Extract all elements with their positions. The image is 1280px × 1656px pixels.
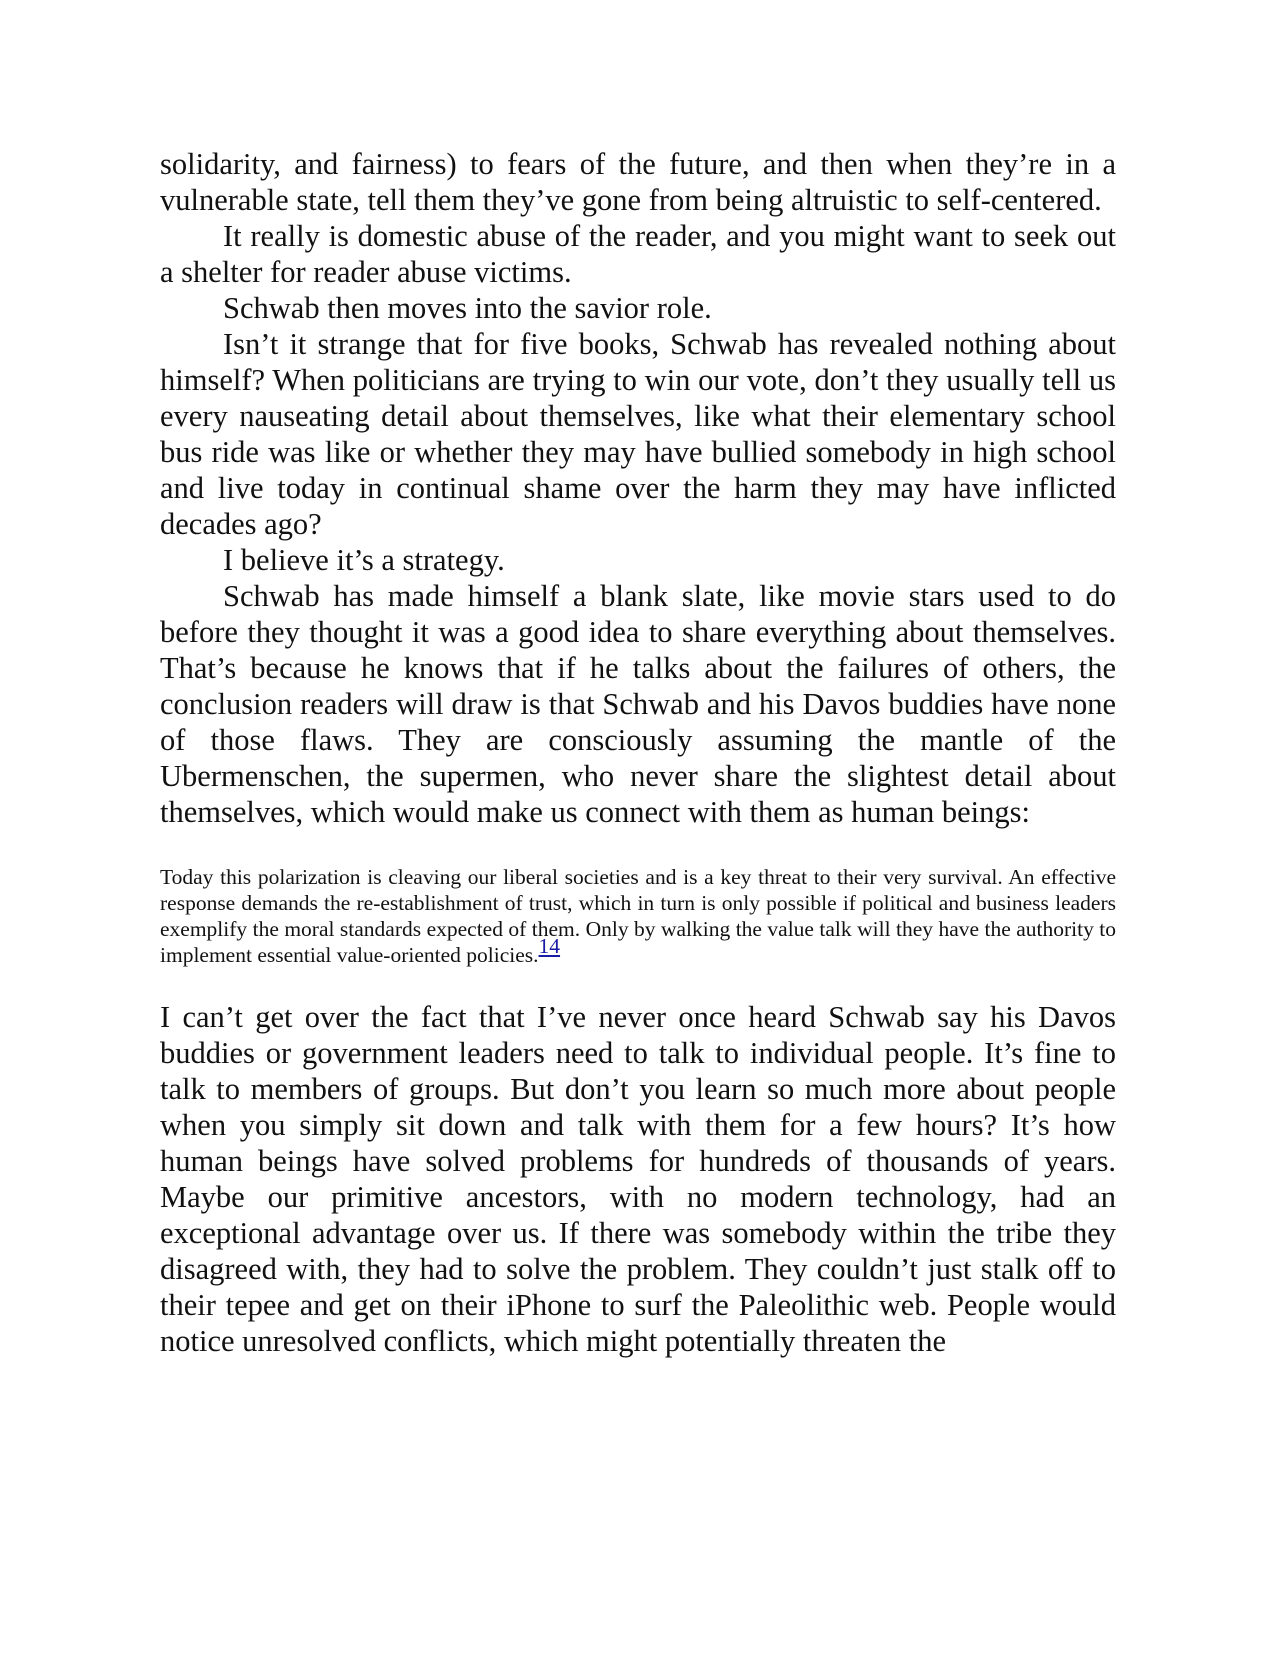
paragraph-continued: solidarity, and fairness) to fears of the future, and then when they’re in a vulnerable state, tell them they’ve gone from being altruistic to self-centered. xyxy=(160,147,1116,217)
paragraph-five-books: Isn’t it strange that for five books, Schwab has revealed nothing about himself? When politicians are trying to win our vote, don’t they usually tell us every nauseating detail about themselves, like what their elementary school bus ride was like or whether they may have bullied somebody in high school and live today in continual shame over the harm they may have inflicted decades ago? xyxy=(160,327,1116,541)
body-text-after-quote xyxy=(160,999,1116,1359)
block-quote-paragraph xyxy=(160,864,1116,968)
paragraph-individual-people: I can’t get over the fact that I’ve never once heard Schwab say his Davos buddies or government leaders need to talk to individual people. It’s fine to talk to members of groups. But don’t you learn so much more about people when you simply sit down and talk with them for a few hours? It’s how human beings have solved problems for hundreds of thousands of years. Maybe our primitive ancestors, with no modern technology, had an exceptional advantage over us. If there was somebody within the tribe they disagreed with, they had to solve the problem. They couldn’t just stalk off to their tepee and get on their iPhone to surf the Paleolithic web. People would notice unresolved conflicts, which might potentially threaten the xyxy=(160,1000,1116,1358)
block-quote-text: Today this polarization is cleaving our liberal societies and is a key threat to their very survival. An effective response demands the re-establishment of trust, which in turn is only possible if political and business leaders exemplify the moral standards expected of them. Only by walking the value talk will they have the authority to implement essential value-oriented policies. xyxy=(160,865,1116,967)
paragraph-domestic-abuse: It really is domestic abuse of the reader, and you might want to seek out a shelter for reader abuse victims. xyxy=(160,219,1116,289)
body-text xyxy=(160,146,1116,830)
paragraph-strategy: I believe it’s a strategy. xyxy=(223,543,505,577)
paragraph-savior-role: Schwab then moves into the savior role. xyxy=(223,291,712,325)
footnote-link[interactable]: 14 xyxy=(538,934,561,958)
paragraph-blank-slate: Schwab has made himself a blank slate, like movie stars used to do before they thought it was a good idea to share everything about themselves. That’s because he knows that if he talks about the failures of others, the conclusion readers will draw is that Schwab and his Davos buddies have none of those flaws. They are consciously assuming the mantle of the Ubermenschen, the supermen, who never share the slightest detail about themselves, which would make us connect with them as human beings: xyxy=(160,579,1116,829)
block-quote xyxy=(160,864,1116,968)
book-page xyxy=(160,146,1116,1359)
